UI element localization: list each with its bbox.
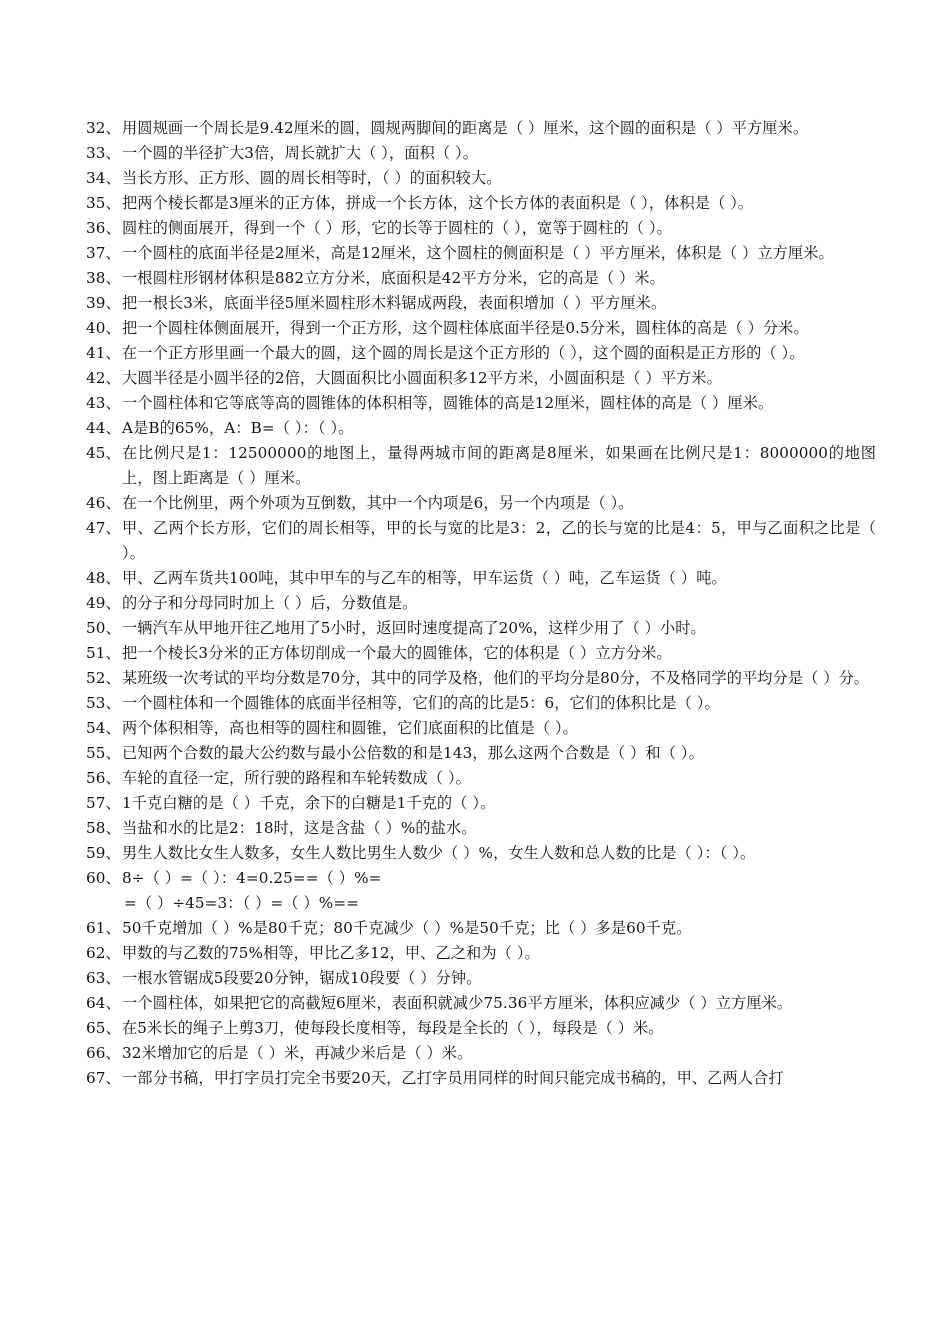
question-text: 圆柱的侧面展开，得到一个（ ）形，它的长等于圆柱的（ ），宽等于圆柱的（ ）。	[122, 219, 672, 237]
question-number: 49、	[86, 594, 121, 612]
question-item	[86, 241, 876, 266]
question-item	[86, 791, 876, 816]
question-number: 39、	[86, 294, 121, 312]
question-number: 37、	[86, 244, 121, 262]
question-number: 34、	[86, 169, 121, 187]
question-item	[86, 691, 876, 716]
question-number: 36、	[86, 219, 121, 237]
question-number: 57、	[86, 794, 121, 812]
question-item	[86, 1041, 876, 1066]
question-item	[86, 1016, 876, 1041]
question-number: 50、	[86, 619, 121, 637]
question-item	[86, 291, 876, 316]
question-text: 甲、乙两车货共100吨，其中甲车的与乙车的相等，甲车运货（ ）吨，乙车运货（ ）吨。	[122, 569, 727, 587]
question-item	[86, 816, 876, 841]
question-text: 一个圆柱的底面半径是2厘米，高是12厘米，这个圆柱的侧面积是（ ）平方厘米，体积是（ ）立方厘米。	[122, 244, 834, 262]
question-item	[86, 1066, 876, 1091]
question-item	[86, 991, 876, 1016]
question-text: 的分子和分母同时加上（ ）后，分数值是。	[122, 594, 418, 612]
question-number: 47、	[86, 519, 121, 537]
question-text: 把一个棱长3分米的正方体切削成一个最大的圆锥体，它的体积是（ ）立方分米。	[122, 644, 672, 662]
question-text: 男生人数比女生人数多，女生人数比男生人数少（ ）%，女生人数和总人数的比是（ ）：（ ）。	[122, 844, 756, 862]
question-number: 46、	[86, 494, 121, 512]
question-number: 48、	[86, 569, 121, 587]
question-item	[86, 266, 876, 291]
question-text: 1千克白糖的是（ ）千克，余下的白糖是1千克的（ ）。	[122, 794, 496, 812]
question-item	[86, 841, 876, 866]
question-item	[86, 391, 876, 416]
question-number: 60、	[86, 869, 121, 887]
question-number: 54、	[86, 719, 121, 737]
question-item	[86, 641, 876, 666]
question-item	[86, 441, 876, 491]
question-text: 用圆规画一个周长是9.42厘米的圆，圆规两脚间的距离是（ ）厘米，这个圆的面积是（ ）平方厘米。	[122, 119, 809, 137]
question-text: 甲、乙两个长方形，它们的周长相等，甲的长与宽的比是3：2，乙的长与宽的比是4：5，甲与乙面积之比是（ ）。	[122, 519, 876, 562]
question-number: 45、	[86, 444, 121, 462]
question-text: 甲数的与乙数的75%相等，甲比乙多12，甲、乙之和为（ ）。	[122, 944, 540, 962]
question-item	[86, 341, 876, 366]
question-item	[86, 416, 876, 441]
question-text: A是B的65%，A：B=（ ）：（ ）。	[122, 419, 354, 437]
question-text: 当盐和水的比是2：18时，这是含盐（ ）%的盐水。	[122, 819, 477, 837]
question-number: 33、	[86, 144, 121, 162]
question-number: 43、	[86, 394, 121, 412]
question-number: 56、	[86, 769, 121, 787]
question-number: 58、	[86, 819, 121, 837]
question-number: 61、	[86, 919, 121, 937]
question-item	[86, 916, 876, 941]
question-text: 一个圆柱体，如果把它的高截短6厘米，表面积就减少75.36平方厘米，体积应减少（ ）立方厘米。	[122, 994, 793, 1012]
question-text: 一个圆柱体和一个圆锥体的底面半径相等，它们的高的比是5：6，它们的体积比是（ ）。	[122, 694, 720, 712]
question-item	[86, 566, 876, 591]
question-item	[86, 191, 876, 216]
question-text: 已知两个合数的最大公约数与最小公倍数的和是143，那么这两个合数是（ ）和（ ）。	[122, 744, 704, 762]
question-number: 38、	[86, 269, 121, 287]
question-item	[86, 491, 876, 516]
question-text: 当长方形、正方形、圆的周长相等时，（ ）的面积较大。	[122, 169, 502, 187]
question-text: 32米增加它的后是（ ）米，再减少米后是（ ）米。	[122, 1044, 473, 1062]
question-number: 62、	[86, 944, 121, 962]
question-text: 一个圆的半径扩大3倍，周长就扩大（ ），面积（ ）。	[122, 144, 479, 162]
question-text: 某班级一次考试的平均分数是70分，其中的同学及格，他们的平均分是80分，不及格同学的平均分是（ ）分。	[122, 669, 870, 687]
question-text: 在比例尺是1：12500000的地图上，量得两城市间的距离是8厘米，如果画在比例尺是1：8000000的地图上，图上距离是（ ）厘米。	[122, 444, 876, 487]
question-item	[86, 741, 876, 766]
question-item	[86, 516, 876, 566]
question-text: 一根圆柱形钢材体积是882立方分米，底面积是42平方分米，它的高是（ ）米。	[122, 269, 665, 287]
question-text: 一辆汽车从甲地开往乙地用了5小时，返回时速度提高了20%，这样少用了（ ）小时。	[122, 619, 706, 637]
question-text: 在一个比例里，两个外项为互倒数，其中一个内项是6，另一个内项是（ ）。	[122, 494, 634, 512]
question-number: 53、	[86, 694, 121, 712]
question-number: 51、	[86, 644, 121, 662]
question-number: 66、	[86, 1044, 121, 1062]
question-item	[86, 766, 876, 791]
question-item	[86, 716, 876, 741]
question-item	[86, 616, 876, 641]
question-number: 64、	[86, 994, 121, 1012]
question-text: 8÷（ ）=（ ）：4=0.25==（ ）%=	[122, 869, 382, 887]
question-number: 55、	[86, 744, 121, 762]
question-text: 车轮的直径一定，所行驶的路程和车轮转数成（ ）。	[122, 769, 471, 787]
question-number: 59、	[86, 844, 121, 862]
question-number: 41、	[86, 344, 121, 362]
question-item	[86, 666, 876, 691]
question-text: 把两个棱长都是3厘米的正方体，拼成一个长方体，这个长方体的表面积是（ ），体积是（ ）。	[122, 194, 754, 212]
question-number: 42、	[86, 369, 121, 387]
question-number: 35、	[86, 194, 121, 212]
question-item	[86, 941, 876, 966]
question-text: 大圆半径是小圆半径的2倍，大圆面积比小圆面积多12平方米，小圆面积是（ ）平方米。	[122, 369, 722, 387]
question-item	[86, 116, 876, 141]
question-number: 67、	[86, 1069, 121, 1087]
question-item	[86, 166, 876, 191]
question-item	[86, 866, 876, 891]
question-text: 把一个圆柱体侧面展开，得到一个正方形，这个圆柱体底面半径是0.5分米，圆柱体的高是（ ）分米。	[122, 319, 809, 337]
question-text: =（ ）÷45=3：（ ）=（ ）%==	[124, 894, 359, 912]
question-text: 一个圆柱体和它等底等高的圆锥体的体积相等，圆锥体的高是12厘米，圆柱体的高是（ ）厘米。	[122, 394, 774, 412]
question-text: 在一个正方形里画一个最大的圆，这个圆的周长是这个正方形的（ ），这个圆的面积是正方形的（ ）。	[122, 344, 805, 362]
question-number: 32、	[86, 119, 121, 137]
question-item	[86, 591, 876, 616]
question-item	[86, 316, 876, 341]
question-text: 两个体积相等，高也相等的圆柱和圆锥，它们底面积的比值是（ ）。	[122, 719, 578, 737]
question-text: 把一根长3米，底面半径5厘米圆柱形木料锯成两段，表面积增加（ ）平方厘米。	[122, 294, 667, 312]
question-text: 一部分书稿，甲打字员打完全书要20天，乙打字员用同样的时间只能完成书稿的，甲、乙两人合打	[122, 1069, 784, 1087]
question-number: 44、	[86, 419, 121, 437]
question-item	[86, 141, 876, 166]
question-text: 50千克增加（ ）%是80千克；80千克减少（ ）%是50千克；比（ ）多是60千克。	[122, 919, 692, 937]
question-list	[86, 116, 876, 1091]
question-number: 63、	[86, 969, 121, 987]
question-number: 40、	[86, 319, 121, 337]
question-text: 一根水管锯成5段要20分钟，锯成10段要（ ）分钟。	[122, 969, 482, 987]
question-number: 52、	[86, 669, 121, 687]
question-text: 在5米长的绳子上剪3刀，使每段长度相等，每段是全长的（ ），每段是（ ）米。	[122, 1019, 664, 1037]
question-continuation	[86, 891, 876, 916]
question-item	[86, 216, 876, 241]
question-item	[86, 366, 876, 391]
question-number: 65、	[86, 1019, 121, 1037]
question-item	[86, 966, 876, 991]
